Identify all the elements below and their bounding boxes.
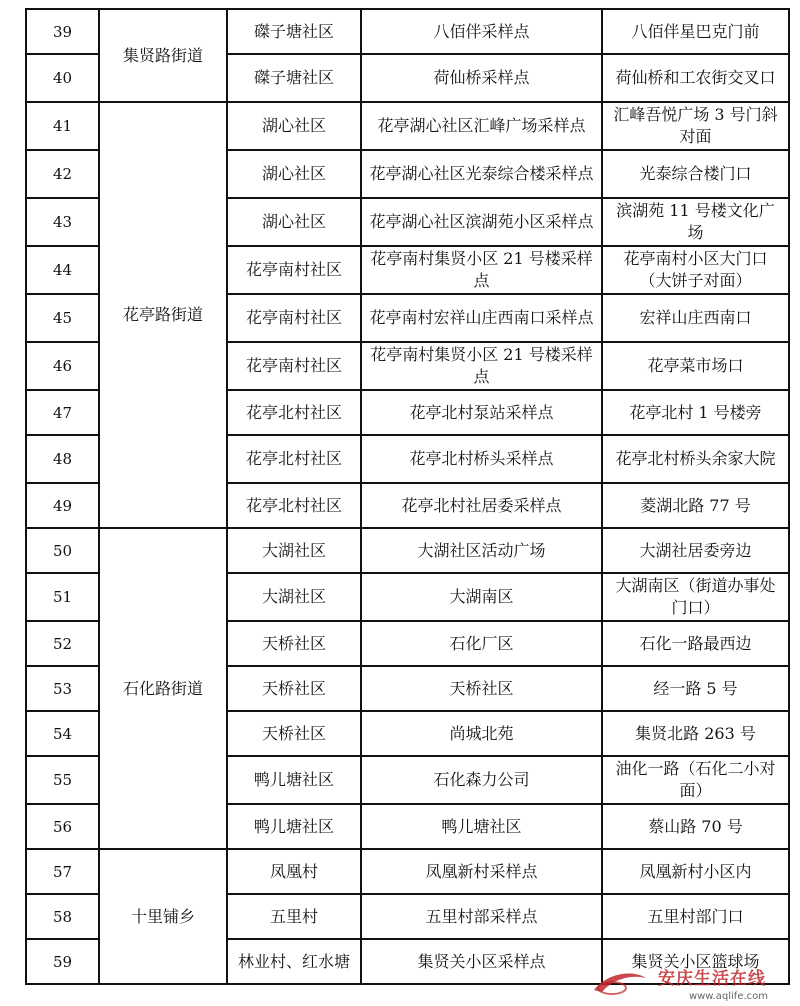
community-cell: 林业村、红水塘 <box>227 939 361 984</box>
row-number: 56 <box>26 804 99 849</box>
location-cell: 宏祥山庄西南口 <box>602 294 789 342</box>
sampling-point-cell: 石化森力公司 <box>361 756 602 804</box>
row-number: 41 <box>26 102 99 150</box>
location-cell: 石化一路最西边 <box>602 621 789 666</box>
community-cell: 鸭儿塘社区 <box>227 804 361 849</box>
community-cell: 花亭南村社区 <box>227 246 361 294</box>
community-cell: 大湖社区 <box>227 573 361 621</box>
community-cell: 大湖社区 <box>227 528 361 573</box>
row-number: 48 <box>26 435 99 483</box>
table-row <box>26 528 789 573</box>
community-cell: 磔子塘社区 <box>227 9 361 54</box>
location-cell: 八佰伴星巴克门前 <box>602 9 789 54</box>
watermark-text: 安庆生活在线 <box>658 969 766 989</box>
sampling-point-cell: 天桥社区 <box>361 666 602 711</box>
location-cell: 花亭南村小区大门口（大饼子对面） <box>602 246 789 294</box>
sampling-point-cell: 凤凰新村采样点 <box>361 849 602 894</box>
row-number: 43 <box>26 198 99 246</box>
location-cell: 集贤北路 263 号 <box>602 711 789 756</box>
row-number: 58 <box>26 894 99 939</box>
sampling-point-cell: 花亭北村社居委采样点 <box>361 483 602 528</box>
community-cell: 磔子塘社区 <box>227 54 361 102</box>
community-cell: 花亭北村社区 <box>227 483 361 528</box>
row-number: 45 <box>26 294 99 342</box>
sampling-point-cell: 石化厂区 <box>361 621 602 666</box>
location-cell: 大湖南区（街道办事处门口） <box>602 573 789 621</box>
sampling-point-cell: 花亭北村泵站采样点 <box>361 390 602 435</box>
sampling-point-cell: 五里村部采样点 <box>361 894 602 939</box>
row-number: 49 <box>26 483 99 528</box>
location-cell: 集贤关小区篮球场 <box>602 939 789 984</box>
sampling-point-cell: 尚城北苑 <box>361 711 602 756</box>
location-cell: 凤凰新村小区内 <box>602 849 789 894</box>
community-cell: 花亭南村社区 <box>227 342 361 390</box>
row-number: 44 <box>26 246 99 294</box>
sampling-point-cell: 鸭儿塘社区 <box>361 804 602 849</box>
community-cell: 湖心社区 <box>227 102 361 150</box>
community-cell: 五里村 <box>227 894 361 939</box>
community-cell: 花亭南村社区 <box>227 294 361 342</box>
swoosh-logo-icon <box>590 968 650 998</box>
community-cell: 凤凰村 <box>227 849 361 894</box>
sampling-point-cell: 集贤关小区采样点 <box>361 939 602 984</box>
community-cell: 天桥社区 <box>227 666 361 711</box>
street-cell: 十里铺乡 <box>99 849 227 984</box>
watermark-url: www.aqlife.com <box>688 991 768 1002</box>
site-watermark <box>590 962 790 1002</box>
row-number: 50 <box>26 528 99 573</box>
location-cell: 花亭北村 1 号楼旁 <box>602 390 789 435</box>
table-row <box>26 849 789 894</box>
location-cell: 蔡山路 70 号 <box>602 804 789 849</box>
row-number: 42 <box>26 150 99 198</box>
table-row <box>26 102 789 150</box>
community-cell: 花亭北村社区 <box>227 435 361 483</box>
row-number: 39 <box>26 9 99 54</box>
sampling-point-cell: 花亭湖心社区滨湖苑小区采样点 <box>361 198 602 246</box>
community-cell: 鸭儿塘社区 <box>227 756 361 804</box>
sampling-points-table <box>25 8 790 985</box>
sampling-point-cell: 花亭北村桥头采样点 <box>361 435 602 483</box>
community-cell: 天桥社区 <box>227 711 361 756</box>
row-number: 47 <box>26 390 99 435</box>
row-number: 52 <box>26 621 99 666</box>
community-cell: 天桥社区 <box>227 621 361 666</box>
sampling-point-cell: 花亭南村集贤小区 21 号楼采样点 <box>361 246 602 294</box>
location-cell: 大湖社居委旁边 <box>602 528 789 573</box>
row-number: 46 <box>26 342 99 390</box>
location-cell: 荷仙桥和工农街交叉口 <box>602 54 789 102</box>
sampling-point-cell: 荷仙桥采样点 <box>361 54 602 102</box>
location-cell: 菱湖北路 77 号 <box>602 483 789 528</box>
sampling-point-cell: 八佰伴采样点 <box>361 9 602 54</box>
location-cell: 经一路 5 号 <box>602 666 789 711</box>
sampling-point-cell: 花亭湖心社区光泰综合楼采样点 <box>361 150 602 198</box>
community-cell: 湖心社区 <box>227 198 361 246</box>
sampling-point-cell: 花亭南村集贤小区 21 号楼采样点 <box>361 342 602 390</box>
location-cell: 花亭北村桥头余家大院 <box>602 435 789 483</box>
row-number: 55 <box>26 756 99 804</box>
sampling-point-cell: 花亭湖心社区汇峰广场采样点 <box>361 102 602 150</box>
row-number: 59 <box>26 939 99 984</box>
community-cell: 湖心社区 <box>227 150 361 198</box>
row-number: 57 <box>26 849 99 894</box>
location-cell: 油化一路（石化二小对面） <box>602 756 789 804</box>
location-cell: 滨湖苑 11 号楼文化广场 <box>602 198 789 246</box>
street-cell: 集贤路街道 <box>99 9 227 102</box>
row-number: 54 <box>26 711 99 756</box>
sampling-point-cell: 大湖社区活动广场 <box>361 528 602 573</box>
street-cell: 花亭路街道 <box>99 102 227 528</box>
row-number: 40 <box>26 54 99 102</box>
location-cell: 花亭菜市场口 <box>602 342 789 390</box>
sampling-point-cell: 花亭南村宏祥山庄西南口采样点 <box>361 294 602 342</box>
location-cell: 五里村部门口 <box>602 894 789 939</box>
sampling-point-cell: 大湖南区 <box>361 573 602 621</box>
row-number: 51 <box>26 573 99 621</box>
street-cell: 石化路街道 <box>99 528 227 849</box>
location-cell: 汇峰吾悦广场 3 号门斜对面 <box>602 102 789 150</box>
community-cell: 花亭北村社区 <box>227 390 361 435</box>
row-number: 53 <box>26 666 99 711</box>
location-cell: 光泰综合楼门口 <box>602 150 789 198</box>
table-row <box>26 9 789 54</box>
